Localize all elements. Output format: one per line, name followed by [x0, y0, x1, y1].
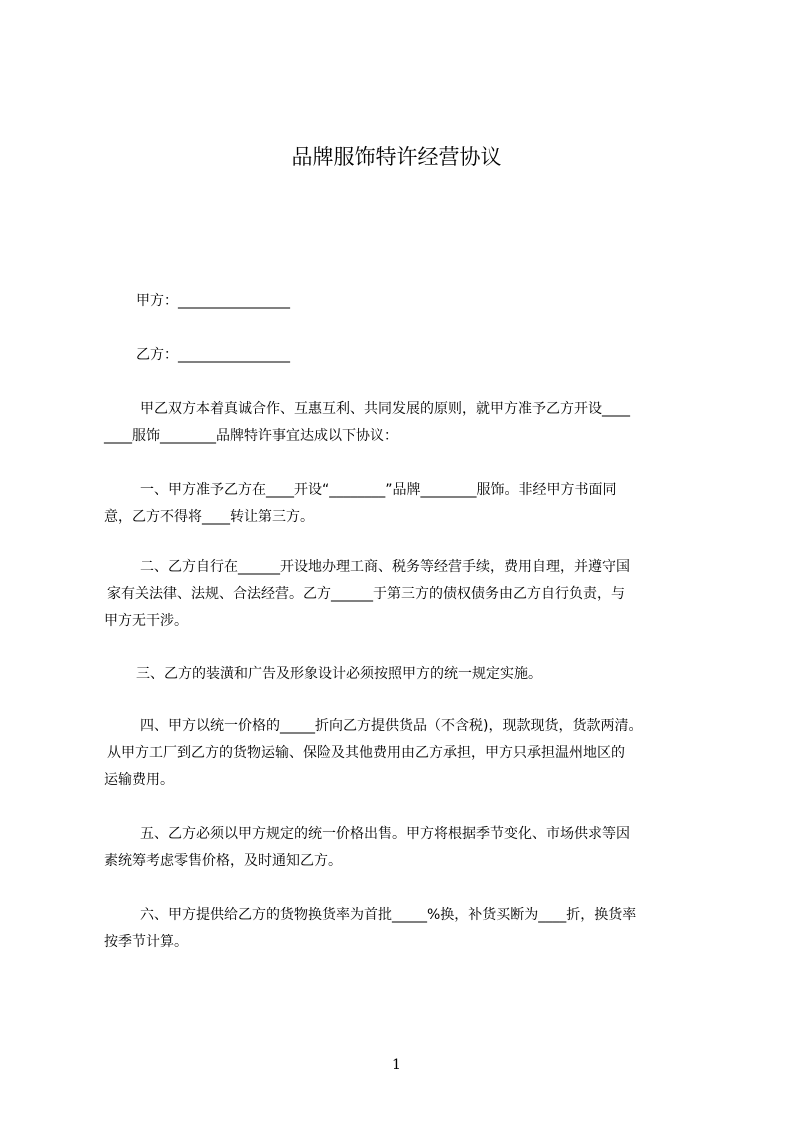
paragraph-line: 四、甲方以统一价格的_____折向乙方提供货品（不含税)，现款现货，货款两清。 [140, 718, 643, 734]
paragraph-line: 甲乙双方本着真诚合作、互惠互利、共同发展的原则，就甲方准予乙方开设____ [140, 401, 630, 417]
paragraph-line: 三、乙方的装潢和广告及形象设计必须按照甲方的统一规定实施。 [136, 666, 542, 682]
paragraph-line: 按季节计算。 [104, 934, 188, 950]
page-number: 1 [392, 1057, 401, 1073]
paragraph-line: 运输费用。 [104, 772, 174, 788]
paragraph-line: 六、甲方提供给乙方的货物换货率为首批_____%换，补货买断为____折，换货率 [140, 907, 637, 923]
paragraph-line: 意，乙方不得将____转让第三方。 [104, 509, 314, 525]
party-a-line: 甲方：________________ [136, 293, 290, 309]
paragraph-line: 家有关法律、法规、合法经营。乙方______于第三方的债权债务由乙方自行负责，与 [107, 586, 625, 602]
paragraph-line: 五、乙方必须以甲方规定的统一价格出售。甲方将根据季节变化、市场供求等因 [140, 826, 630, 842]
party-b-line: 乙方：________________ [136, 347, 290, 363]
paragraph-line: 甲方无干涉。 [104, 613, 188, 629]
paragraph-line: ____服饰________品牌特许事宜达成以下协议： [104, 428, 398, 444]
paragraph-line: 二、乙方自行在______开设地办理工商、税务等经营手续，费用自理，并遵守国 [140, 559, 630, 575]
paragraph-line: 一、甲方准予乙方在____开设“________”品牌________服饰。非经甲方书面同 [140, 482, 617, 498]
paragraph-line: 素统筹考虑零售价格，及时通知乙方。 [104, 853, 342, 869]
paragraph-line: 从甲方工厂到乙方的货物运输、保险及其他费用由乙方承担，甲方只承担温州地区的 [107, 745, 625, 761]
document-title: 品牌服饰特许经营协议 [291, 145, 502, 169]
